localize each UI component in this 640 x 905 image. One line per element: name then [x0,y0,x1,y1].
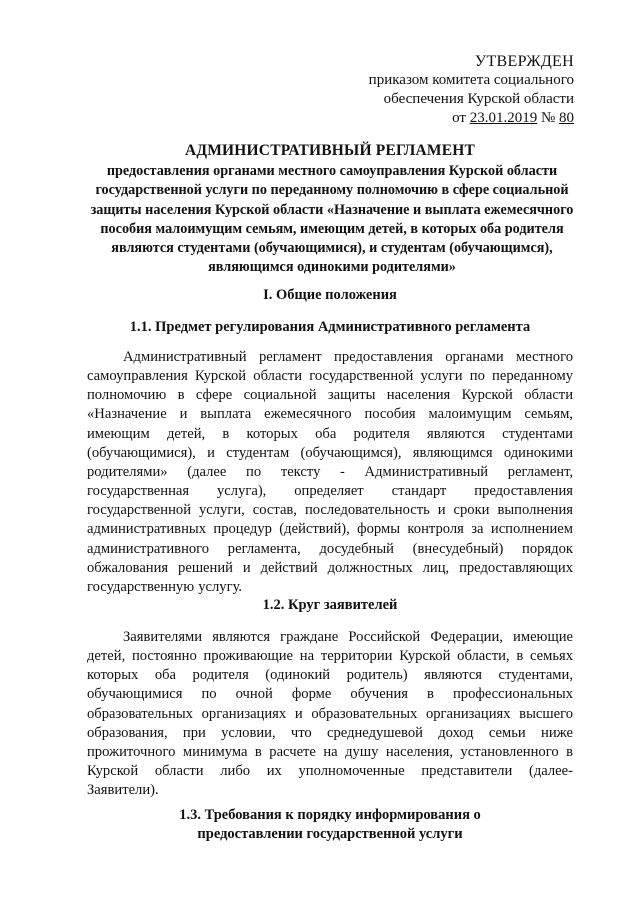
approval-number: 80 [559,110,574,126]
section-1-3-heading: 1.3. Требования к порядку информирования о предоставлении государственной услуги [179,807,481,842]
approval-line-1: приказом комитета социального [368,72,574,88]
number-prefix: № [537,110,559,126]
section-1-1-paragraph: Административный регламент предоставления органами местного самоуправления Курской области государственной услуги по переданному полномочию в сфере социальной защиты населения Курской области «Назначение и выплата ежемесячного пособия малоимущим семьям, имеющим детей, в которых оба родителя являются студентами (обучающимися), и студентам (обучающимся), являющимся одинокими родителями» (далее по тексту - Административный регламент, государственная услуга), определяет стандарт предоставления государственной услуги, состав, последовательность и сроки выполнения административных процедур (действий), формы контроля за исполнением административного регламента, досудебный (внесудебный) порядок обжалования решений и действий должностных лиц, предоставляющих государственную услугу. [87,349,573,595]
section-1-1-heading: 1.1. Предмет регулирования Административного регламента [129,319,531,335]
approval-stamp [369,52,574,128]
section-1-heading: I. Общие положения [263,287,397,303]
section-1-2-heading: 1.2. Круг заявителей [262,597,398,613]
approval-title: УТВЕРЖДЕН [474,53,574,70]
document-subtitle: предоставления органами местного самоуправления Курской области государственной услуги по переданному полномочию в сфере социальной защиты населения Курской области «Назначение и выплата ежемесячного пособия малоимущим семьям, имеющим детей, в которых оба родителя являются студентами (обучающимися), и студентам (обучающимся), являющимся одинокими родителями» [90,163,574,276]
approval-date-line [369,109,574,128]
approval-line-2: обеспечения Курской области [383,91,574,107]
approval-date: 23.01.2019 [469,110,538,126]
section-1-2-paragraph: Заявителями являются граждане Российской Федерации, имеющие детей, постоянно проживающие на территории Курской области, в семьях которых оба родителя (одинокий родитель) являются студентами, обучающимися по очной форме обучения в профессиональных образовательных организациях и образовательных организациях высшего образования, при условии, что среднедушевой доход семьи ниже прожиточного минимума в расчете на душу населения, установленного в Курской области либо их уполномоченные представители (далее- Заявители). [87,629,573,799]
date-prefix: от [452,110,470,126]
document-title: АДМИНИСТРАТИВНЫЙ РЕГЛАМЕНТ [184,142,476,159]
